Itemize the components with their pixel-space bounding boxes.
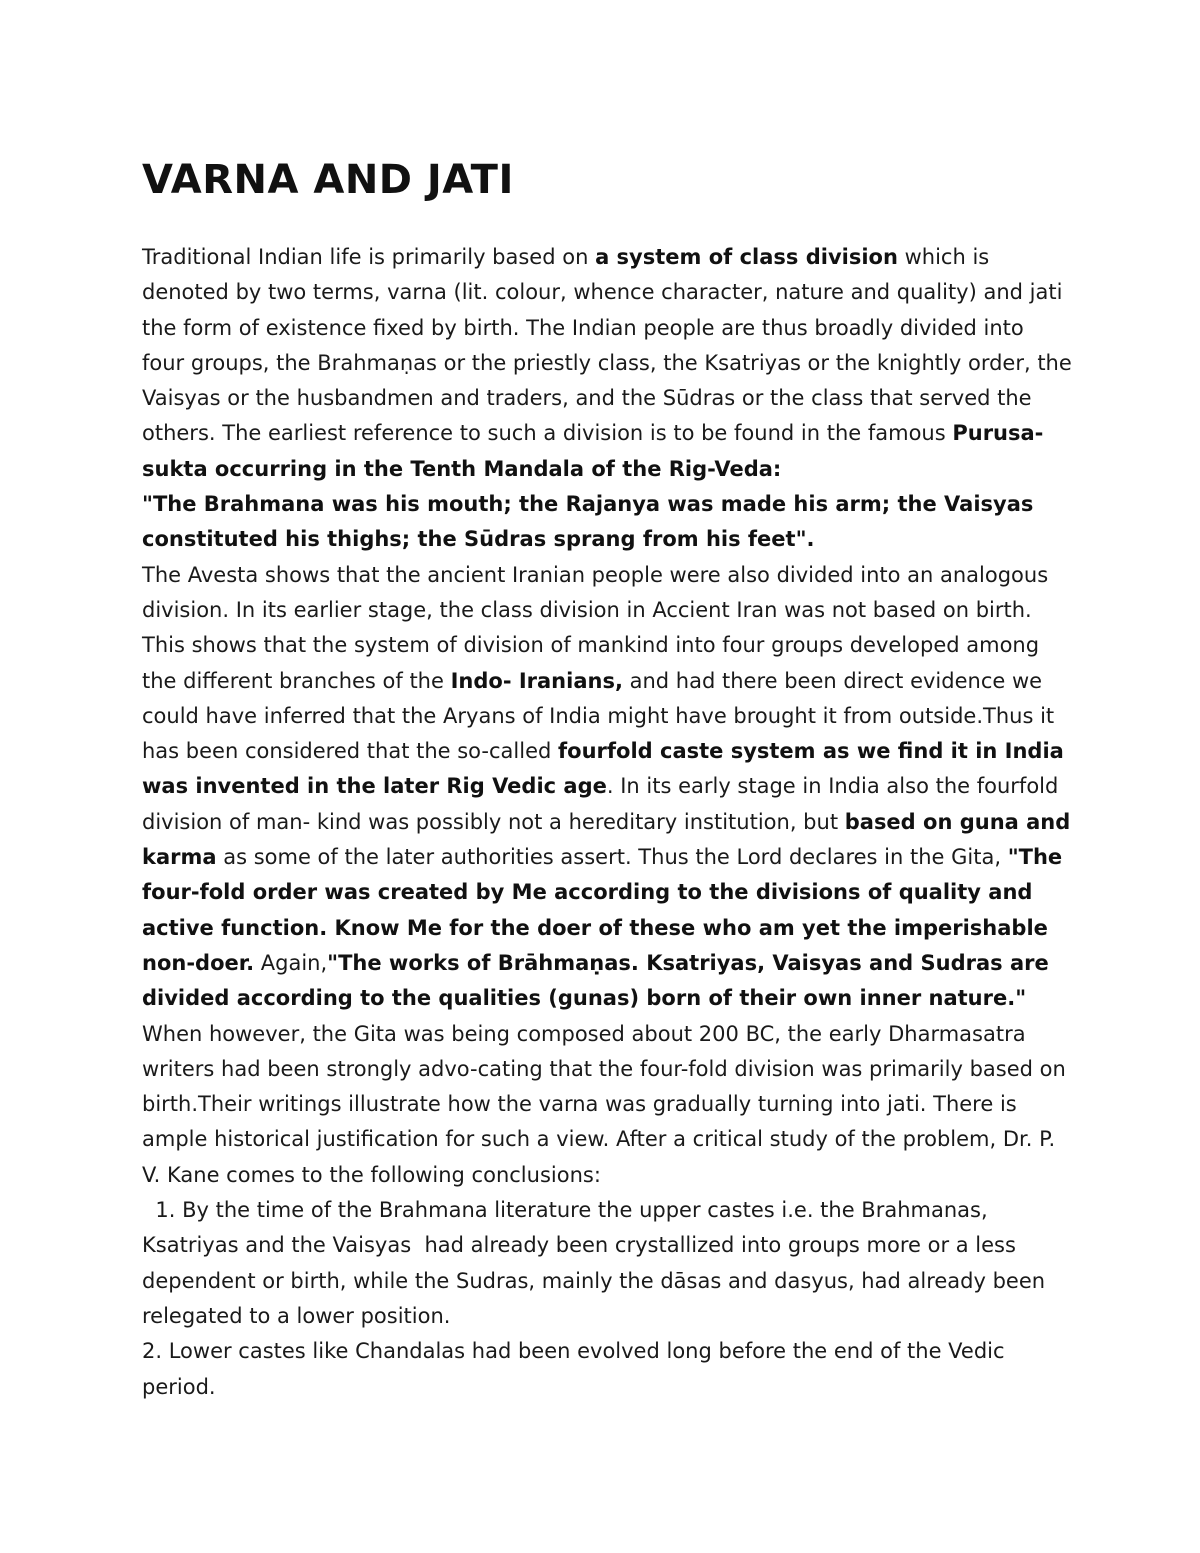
text-span: and had there been direct evidence we could have inferred that the Aryans of India might have brought it from outside.Thus it has been considered that the so-called bbox=[142, 668, 1055, 764]
document-body bbox=[142, 240, 1072, 1405]
page-title: VARNA AND JATI bbox=[142, 157, 514, 203]
text-span: which is denoted by two terms, varna (lit. colour, whence character, nature and quality) and jati the form of existence fixed by birth. The Indian people are thus broadly divided into four groups, the Brahmaṇas or the priestly class, the Ksatriyas or the knightly order, the Vaisyas or the husbandmen and traders, and the Sūdras or the class that served the others. The earliest reference to such a division is to be found in the famous bbox=[142, 245, 1072, 446]
bold-quote: "The four-fold order was created by Me according to the divisions of quality and active function. Know Me for the doer of these who am yet the imperishable non-doer. bbox=[142, 845, 1063, 975]
paragraph-intro bbox=[142, 240, 1072, 487]
quote-purusa-sukta bbox=[142, 487, 1072, 558]
list-item: 1. By the time of the Brahmana literature the upper castes i.e. the Brahmanas, Ksatriyas and the Vaisyas had already been crystallized into groups more or a less dependent or birth, while the Sudras, mainly the dāsas and dasyus, had already been relegated to a lower position. bbox=[142, 1198, 1052, 1328]
bold-phrase: Indo- Iranians, bbox=[450, 668, 623, 693]
bold-phrase: based on guna and karma bbox=[142, 809, 1071, 870]
text-span: Again, bbox=[254, 950, 328, 975]
bold-quote: "The works of Brāhmaṇas. Ksatriyas, Vaisyas and Sudras are divided according to the qualities (gunas) born of their own inner nature." bbox=[142, 950, 1049, 1011]
text-span: Traditional Indian life is primarily based on bbox=[142, 245, 596, 269]
bold-quote: "The Brahmana was his mouth; the Rajanya was made his arm; the Vaisyas constituted his thighs; the Sūdras sprang from his feet". bbox=[142, 492, 1034, 552]
text-span: . In its early stage in India also the fourfold division of man- kind was possibly not a hereditary institution, but bbox=[142, 774, 1059, 834]
paragraph-gita: When however, the Gita was being composed about 200 BC, the early Dharmasatra writers had been strongly advo-cating that the four-fold division was primarily based on birth.Their writings illustrate how the varna was gradually turning into jati. There is ample historical justification for such a view. After a critical study of the problem, Dr. P. V. Kane comes to the following conclusions: bbox=[142, 1021, 1066, 1187]
paragraph-avesta bbox=[142, 558, 1072, 1017]
list-item: 2. Lower castes like Chandalas had been evolved long before the end of the Vedic period. bbox=[142, 1339, 1005, 1399]
document-page bbox=[142, 150, 1072, 1405]
text-span: as some of the later authorities assert. Thus the Lord declares in the Gita, bbox=[216, 845, 1008, 870]
bold-phrase: Purusa-sukta occurring in the Tenth Mandala of the Rig-Veda: bbox=[142, 421, 1044, 481]
text-span: The Avesta shows that the ancient Iranian people were also divided into an analogous division. In its earlier stage, the class division in Accient Iran was not based on birth. This shows that the system of division of mankind into four groups developed among the different branches of the bbox=[142, 562, 1049, 693]
bold-phrase: fourfold caste system as we find it in India was invented in the later Rig Vedic age bbox=[142, 739, 1064, 799]
bold-phrase: a system of class division bbox=[595, 245, 898, 269]
